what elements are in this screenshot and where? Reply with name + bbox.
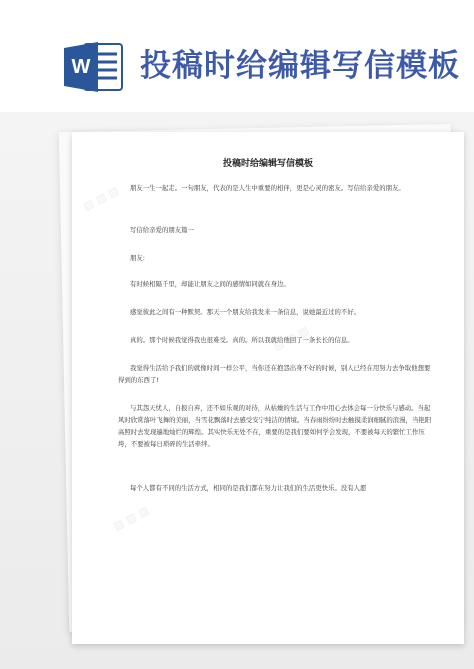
word-logo-letter: W [71,56,91,78]
document-title: 投稿时给编辑写信模板 [222,159,313,169]
paragraph: 我觉得生活给予我们的就像时间一样公平，当你还在抱怨出身不好的时候，别人已经在用努力去争取他想要得到的东西了! [118,364,431,384]
watermark: ▨ ▨ ▨ [271,323,312,354]
document-page [72,132,464,644]
paragraph: 有时候相隔千里，却能让朋友之间的感情如同就在身边。 [130,280,290,288]
paragraph: 感觉彼此之间有一种默契。那天一个朋友给我发来一条信息，说她最近过的不好。 [130,308,361,316]
watermark: ▨ ▨ ▨ [111,503,152,534]
word-document-icon [62,40,124,94]
paragraph: 真的。那个时候我觉得我也很难受。真的。所以我就给他回了一条长长的信息。 [130,336,354,344]
paragraph: 与其怨天忧人，自报自弃，还不如乐观的对待，从枯燥的生活与工作中用心去体会每一分快乐与感动。当起风时欣赏落叶飞舞的美丽，当雪花飘落时去感受安宁纯洁的情境。当春雨纷纷时去触摸柔润细腻的浪漫，当艳阳高照时去发现遍地灿烂的辉煌。其实快乐无处不在，重要的是我们要如何学会发现，不要被每天的繁忙工作压垮，不要被每日琐碎的生活牵绊。 [118,404,432,448]
watermark: ▨ ▨ ▨ [81,183,122,214]
paragraph: 写信给亲爱的朋友篇一 [130,226,194,234]
page-header [0,0,474,120]
paragraph: 朋友: [130,254,145,262]
paragraph: 朋友一生一起走。一句朋友，代表的是人生中重要的相伴，更是心灵的密友。写信给亲爱的朋友。 [130,184,405,192]
header-title: 投稿时给编辑写信模板 [140,48,460,84]
paragraph: 每个人都有不同的生活方式，相同的是我们都在努力让我们的生活更快乐。没有人愿 [130,484,367,492]
